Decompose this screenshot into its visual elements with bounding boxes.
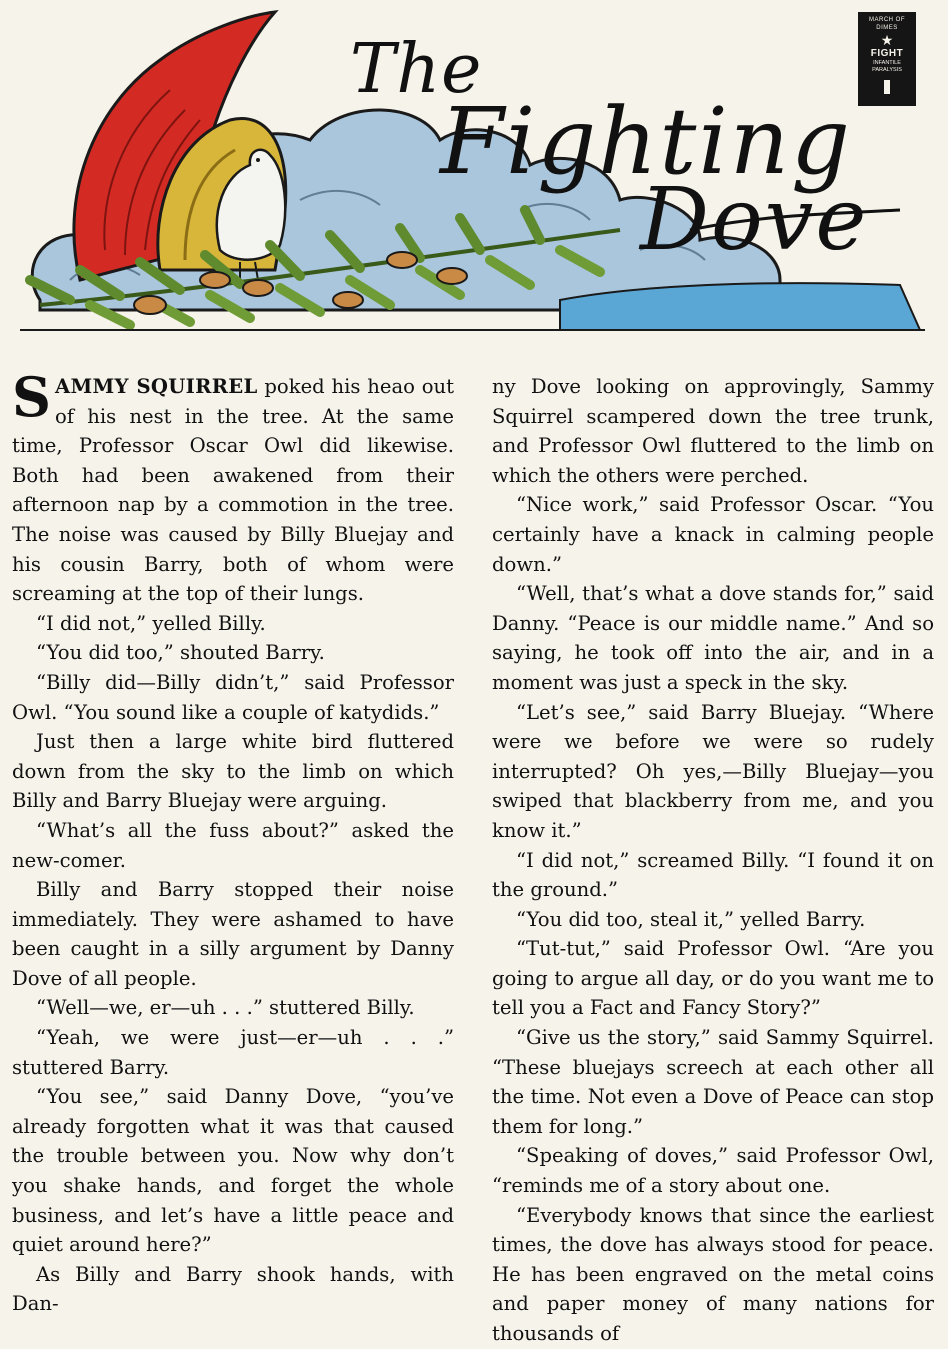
story-column-right — [492, 372, 934, 1349]
story-paragraph: “Tut-tut,” said Professor Owl. “Are you going to argue all day, or do you want me to tell you a Fact and Fancy Story?” — [492, 937, 934, 1020]
story-paragraph: “Let’s see,” said Barry Bluejay. “Where were we before we were so rudely interrupted? Oh yes,—Billy Bluejay—you swiped that blackberry from me, and you know it.” — [492, 700, 934, 842]
story-paragraph: “Give us the story,” said Sammy Squirrel. “These bluejays screech at each other all the time. Not even a Dove of Peace can stop them for long.” — [492, 1026, 934, 1138]
title-the: The — [350, 30, 483, 109]
story-paragraph: “Everybody knows that since the earliest times, the dove has always stood for peace. He has been engraved on the metal coins and paper money of many nations for thousands of — [492, 1203, 934, 1345]
title-dove: Dove — [640, 170, 869, 270]
story-paragraph: “Well—we, er—uh . . .” stuttered Billy. — [36, 996, 415, 1020]
march-of-dimes-badge — [858, 12, 916, 106]
story-paragraph: “Speaking of doves,” said Professor Owl, “reminds me of a story about one. — [492, 1144, 934, 1198]
story-paragraph: “Yeah, we were just—er—uh . . .” stuttered Barry. — [12, 1026, 454, 1079]
title-banner — [0, 0, 948, 345]
badge-top-text: MARCH OF DIMES — [869, 17, 905, 31]
badge-bar-icon — [884, 80, 890, 94]
badge-fight-text: FIGHT — [870, 48, 904, 59]
story-paragraph — [12, 365, 454, 609]
story-paragraph: “You did too, steal it,” yelled Barry. — [516, 907, 866, 931]
story-paragraph: “I did not,” screamed Billy. “I found it on the ground.” — [492, 848, 934, 902]
title-fighting: Fighting — [440, 88, 852, 195]
lead-words: AMMY SQUIRREL — [55, 375, 258, 398]
story-paragraph: “I did not,” yelled Billy. — [36, 611, 266, 635]
story-paragraph: As Billy and Barry shook hands, with Dan- — [12, 1262, 454, 1316]
story-column-left — [12, 365, 454, 1319]
story-paragraph: “You see,” said Danny Dove, “you’ve already forgotten what it was that caused the trouble between you. Now why don’t you shake hands, and forget the whole business, and let’s have a little peace and quiet around here?” — [12, 1085, 454, 1257]
story-paragraph: ny Dove looking on approvingly, Sammy Squirrel scampered down the tree trunk, and Professor Owl fluttered to the limb on which the others were perched. — [492, 375, 934, 487]
story-text: poked his heao out of his nest in the tree. At the same time, Professor Oscar Owl did likewise. Both had been awakened from their afternoon nap by a commotion in the tree. The noise was caused by Billy Bluejay and his cousin Barry, both of whom were screaming at the top of their lungs. — [12, 375, 454, 606]
story-paragraph: Just then a large white bird fluttered down from the sky to the limb on which Billy and Barry Bluejay were arguing. — [12, 730, 454, 813]
story-paragraph: Billy and Barry stopped their noise immediately. They were ashamed to have been caught in a silly argument by Danny Dove of all people. — [12, 878, 454, 990]
story-paragraph: “You did too,” shouted Barry. — [36, 641, 325, 665]
story-paragraph: “Well, that’s what a dove stands for,” said Danny. “Peace is our middle name.” And so saying, he took off into the air, and in a moment was just a speck in the sky. — [492, 582, 934, 694]
story-paragraph: “Billy did—Billy didn’t,” said Professor Owl. “You sound like a couple of katydids.” — [12, 670, 454, 724]
badge-sub-text-2: PARALYSIS — [872, 67, 902, 73]
star-icon: ★ — [880, 32, 894, 48]
drop-cap: S — [12, 365, 51, 429]
story-paragraph: “What’s all the fuss about?” asked the new-comer. — [12, 818, 454, 872]
badge-sub-text-1: INFANTILE — [873, 60, 901, 66]
story-paragraph: “Nice work,” said Professor Oscar. “You certainly have a knack in calming people down.” — [492, 493, 934, 576]
